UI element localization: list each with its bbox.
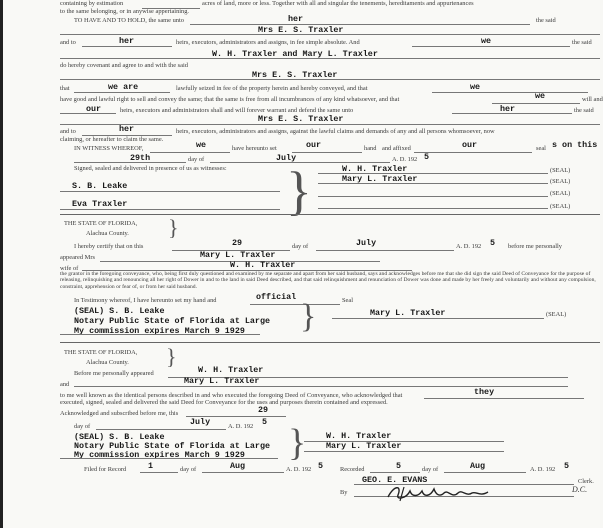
recorded-day: 5	[396, 461, 402, 471]
witness-label: IN WITNESS WHEREOF,	[74, 145, 144, 152]
typed-field: we are	[108, 82, 139, 92]
signer-2: Mary L. Traxler	[342, 174, 418, 184]
brace: }	[300, 298, 317, 335]
text-line: day of	[180, 466, 197, 473]
text-line: have hereunto set	[232, 145, 277, 152]
text-line: do hereby covenant and agree to and with the said	[60, 62, 188, 69]
grantee-name: Mrs E. S. Traxler	[258, 25, 344, 35]
text-line: day of	[292, 243, 309, 250]
witness-2: Eva Traxler	[72, 199, 128, 209]
text-line: and	[60, 381, 70, 388]
text-line: Recorded	[340, 466, 365, 473]
husband-name: W. H. Traxler	[230, 260, 296, 270]
clerk-label: Clerk.	[578, 478, 594, 485]
text-line: the said	[536, 17, 556, 24]
state-header: THE STATE OF FLORIDA,	[64, 349, 138, 356]
typed-field: her	[119, 36, 135, 46]
text-line: day of	[422, 466, 439, 473]
notary-commission: My commission expires March 9 1929	[74, 326, 245, 336]
habendum-label: TO HAVE AND TO HOLD, the same unto	[74, 17, 184, 24]
text-line: will and	[582, 96, 603, 103]
witness-1: S. B. Leake	[72, 181, 128, 191]
typed-field: we	[481, 36, 492, 46]
typed-field: we	[470, 82, 481, 92]
text-line: wife of	[60, 265, 79, 272]
scan-edge	[0, 0, 3, 528]
text-line: have good and lawful right to sell and convey the same; that the same is free from all incumbrances of any kind whatsoever, and that	[60, 96, 400, 103]
brace: }	[288, 422, 307, 464]
text-line: that	[60, 85, 70, 92]
text-line: I hereby certify that on this	[74, 243, 144, 250]
notary-seal: (SEAL) S. B. Leake	[74, 306, 165, 316]
ack-name-1: W. H. Traxler	[198, 365, 264, 375]
text-line: and to	[60, 128, 76, 135]
seal-tag: (SEAL)	[550, 203, 571, 210]
text-line: to the same belonging, or in anywise appertaining.	[60, 8, 190, 15]
filed-day: 1	[148, 461, 154, 471]
typed-field: her	[288, 14, 304, 24]
typed-field: her	[119, 124, 135, 134]
text-line: Signed, sealed and delivered in presence of us as witnesses:	[74, 165, 227, 172]
text-line: and to	[60, 39, 76, 46]
text-line: containing by estimation	[60, 0, 124, 7]
notary-seal: (SEAL) S. B. Leake	[74, 432, 165, 442]
notary-title: Notary Public State of Florida at Large	[74, 316, 271, 326]
typed-field: our	[462, 140, 478, 150]
typed-field: s on this	[552, 140, 598, 150]
text-line: A. D. 192	[286, 466, 312, 473]
clerk-name: GEO. E. EVANS	[362, 475, 428, 485]
text-line: claiming, or hereafter to claim the same.	[60, 136, 164, 143]
text-line: A. D. 192	[530, 466, 556, 473]
text-line: seal	[536, 145, 546, 152]
text-line: heirs, executors and administrators shall and will forever warrant and defend the same unto	[120, 107, 354, 114]
recorded-month: Aug	[470, 461, 486, 471]
text-line: the said	[574, 107, 594, 114]
typed-field: official	[256, 292, 297, 302]
text-line: Seal	[342, 297, 354, 304]
cert-month: July	[356, 238, 377, 248]
brace: }	[166, 344, 177, 369]
text-line: Before me personally appeared	[74, 370, 154, 377]
recorded-year-digit: 5	[564, 461, 570, 471]
county-header: Alachua County.	[86, 230, 129, 237]
notary-title: Notary Public State of Florida at Large	[74, 441, 271, 451]
text-line: and affixed	[382, 145, 411, 152]
county-header: Alachua County.	[86, 359, 129, 366]
ack-year-digit: 5	[262, 417, 268, 427]
brace: }	[286, 161, 312, 221]
text-line: A. D. 192	[228, 423, 254, 430]
ack-day: 29	[258, 405, 269, 415]
text-line: day of	[74, 423, 91, 430]
cert-day: 29	[232, 238, 243, 248]
text-line: In Testimony whereof, I have hereunto set my hand and	[74, 297, 217, 304]
filed-year-digit: 5	[318, 461, 324, 471]
witness-month: July	[276, 153, 297, 163]
text-line: A. D. 192	[392, 156, 418, 163]
text-line: lawfully seized in fee of the property herein and hereby conveyed, and that	[176, 85, 368, 92]
text-line: acres of land, more or less. Together with all and singular the tenements, hereditaments and appurtenances	[202, 0, 474, 7]
typed-field: our	[306, 140, 322, 150]
deputy-clerk-signature	[384, 483, 504, 503]
text-line: heirs, executors, administrators and assigns, in fee simple absolute. And	[176, 39, 360, 46]
wife-name: Mary L. Traxler	[200, 250, 276, 260]
wife-signature: Mary L. Traxler	[370, 308, 446, 318]
typed-field: we	[535, 91, 546, 101]
ack-month: July	[190, 417, 211, 427]
state-header: THE STATE OF FLORIDA,	[64, 220, 138, 227]
typed-field: they	[474, 387, 495, 397]
seal-tag: (SEAL)	[550, 167, 571, 174]
signer-1: W. H. Traxler	[342, 164, 408, 174]
text-line: hand	[364, 145, 377, 152]
text-line: heirs, executors, administrators and assigns, against the lawful claims and demands of any and all persons whomsoever, now	[176, 128, 495, 135]
text-line: the said	[572, 39, 592, 46]
seal-tag: (SEAL)	[550, 190, 571, 197]
grantee-name: Mrs E. S. Traxler	[258, 114, 344, 124]
typed-field: we	[196, 140, 207, 150]
brace: }	[168, 215, 179, 240]
text-line: Acknowledged and subscribed before me, this	[60, 410, 179, 417]
seal-tag: (SEAL)	[550, 178, 571, 185]
privy-examination-text: the grantor in the foregoing conveyance, who, being first duly questioned and examined by me separate and apart from her said husband, says and acknowledges before me that she did sign the said Deed of Conveyance for the purpose of releasing, relinquishing and renouncing all her right of Dower in and to the land in said Deed described, and that said relinquishment and renunciation of Dower was done and made by her freely and voluntarily and without any compulsion, constraint, apprehension or fear of, or from her said husband.	[60, 271, 596, 290]
text-line: before me personally	[508, 243, 562, 250]
text-line: day of	[188, 156, 205, 163]
by-label: By	[340, 489, 348, 496]
witness-year-digit: 5	[424, 152, 430, 162]
text-line: A. D. 192	[456, 243, 482, 250]
dc-label: D.C.	[572, 485, 588, 494]
grantor-names: W. H. Traxler and Mary L. Traxler	[212, 49, 378, 59]
ack-signature-2: Mary L. Traxler	[326, 441, 402, 451]
cert-year-digit: 5	[490, 238, 496, 248]
typed-field: our	[86, 104, 102, 114]
notary-commission: My commission expires March 9 1929	[74, 450, 245, 460]
text-line: appeared Mrs	[60, 254, 95, 261]
grantee-name: Mrs E. S. Traxler	[252, 70, 338, 80]
text-line: executed, signed, sealed and delivered the said Deed for Conveyance for the uses and purposes therein contained and expressed.	[60, 399, 388, 406]
ack-signature-1: W. H. Traxler	[326, 431, 392, 441]
witness-day: 29th	[130, 153, 151, 163]
text-line: to me well known as the identical persons described in and who executed the foregoing Deed of Conveyance, who acknowledged that	[60, 392, 403, 399]
typed-field: her	[500, 104, 516, 114]
filed-month: Aug	[230, 461, 246, 471]
ack-name-2: Mary L. Traxler	[184, 376, 260, 386]
text-line: Filed for Record	[84, 466, 127, 473]
seal-tag: (SEAL)	[546, 311, 567, 318]
